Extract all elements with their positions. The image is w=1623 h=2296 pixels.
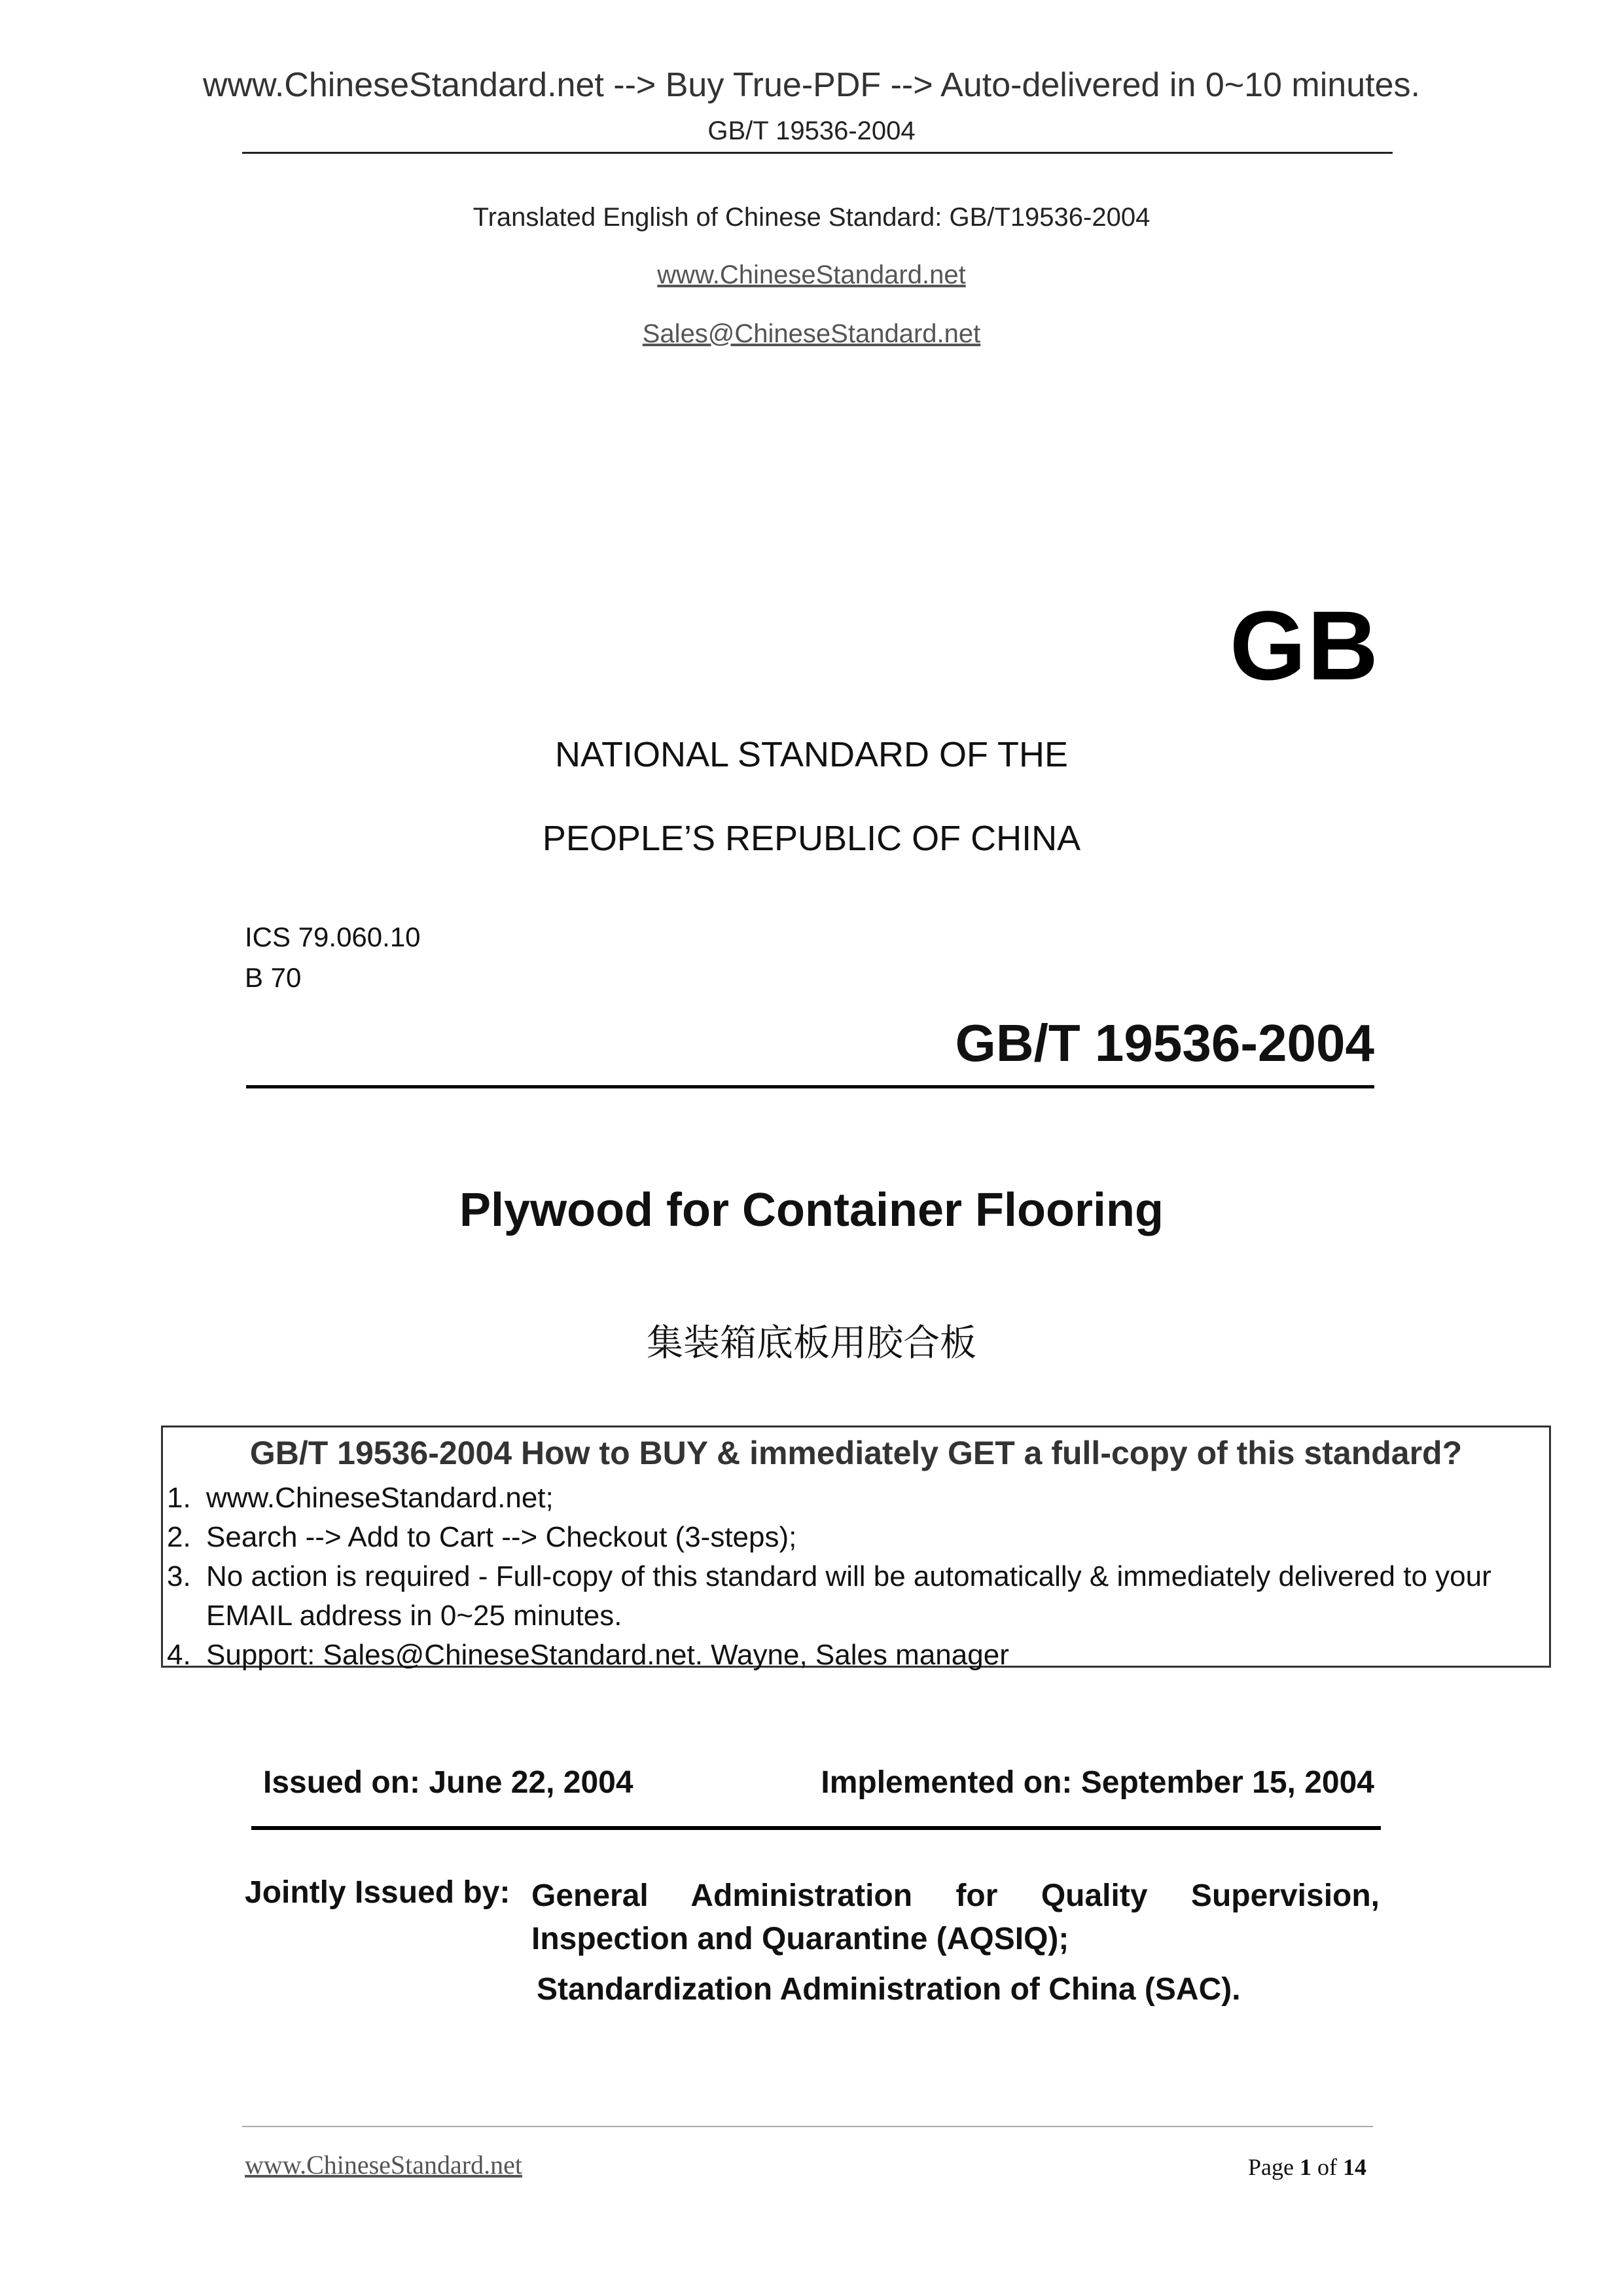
- footer-website-link[interactable]: www.ChineseStandard.net: [245, 2150, 522, 2179]
- list-item: [163, 1518, 1549, 1557]
- website-link[interactable]: www.ChineseStandard.net: [657, 260, 966, 289]
- page-of-label: of: [1311, 2154, 1343, 2180]
- list-item-text: Support: Sales@ChineseStandard.net. Wayne, Sales manager: [206, 1639, 1009, 1671]
- ics-code: ICS 79.060.10: [245, 922, 421, 952]
- list-item-number: 4.: [167, 1639, 191, 1671]
- buy-heading: GB/T 19536-2004 How to BUY & immediately GET a full-copy of this standard?: [249, 1435, 1463, 1471]
- issuer-sac: Standardization Administration of China (SAC).: [537, 1972, 1241, 2007]
- list-item-text: Search --> Add to Cart --> Checkout (3-steps);: [206, 1521, 797, 1553]
- jointly-issued-label: Jointly Issued by:: [245, 1875, 510, 1910]
- footer-divider: [242, 2126, 1373, 2127]
- national-standard-line1: NATIONAL STANDARD OF THE: [554, 735, 1069, 774]
- issuer-aqsiq: General Administration for Quality Supervision, Inspection and Quarantine (AQSIQ);: [531, 1878, 1380, 1956]
- implemented-date: Implemented on: September 15, 2004: [821, 1765, 1374, 1800]
- list-item: [163, 1479, 1549, 1518]
- buy-instructions-box: [161, 1426, 1551, 1671]
- title-chinese: 集装箱底板用胶合板: [647, 1322, 976, 1365]
- buy-steps-list: [163, 1479, 1549, 1675]
- sales-email-link[interactable]: Sales@ChineseStandard.net: [642, 319, 981, 348]
- page-total: 14: [1343, 2154, 1366, 2180]
- list-item-text: No action is required - Full-copy of this standard will be automatically & immediately delivered to your EMAIL address in 0~25 minutes.: [206, 1560, 1491, 1632]
- standard-number-divider: [246, 1085, 1374, 1088]
- issued-date: Issued on: June 22, 2004: [263, 1765, 633, 1800]
- dates-divider: [251, 1826, 1381, 1830]
- title-english: Plywood for Container Flooring: [459, 1184, 1164, 1236]
- classification-code: B 70: [245, 962, 302, 993]
- translated-notice: Translated English of Chinese Standard: GB/T19536-2004: [473, 203, 1150, 232]
- top-banner: www.ChineseStandard.net --> Buy True-PDF --> Auto-delivered in 0~10 minutes.: [203, 66, 1420, 104]
- page-label: Page: [1248, 2154, 1300, 2180]
- list-item: [163, 1636, 1549, 1675]
- list-item-number: 2.: [167, 1521, 191, 1553]
- header-divider: [242, 152, 1393, 154]
- gb-logo: GB: [1230, 590, 1380, 700]
- standard-number: GB/T 19536-2004: [955, 1014, 1374, 1072]
- page-number: [1248, 2153, 1366, 2181]
- list-item-text[interactable]: www.ChineseStandard.net;: [206, 1482, 554, 1514]
- list-item-number: 3.: [167, 1560, 191, 1592]
- national-standard-line2: PEOPLE’S REPUBLIC OF CHINA: [542, 819, 1081, 858]
- list-item-number: 1.: [167, 1482, 191, 1514]
- list-item: [163, 1557, 1549, 1636]
- header-doc-number: GB/T 19536-2004: [707, 117, 916, 145]
- page-current: 1: [1300, 2154, 1311, 2180]
